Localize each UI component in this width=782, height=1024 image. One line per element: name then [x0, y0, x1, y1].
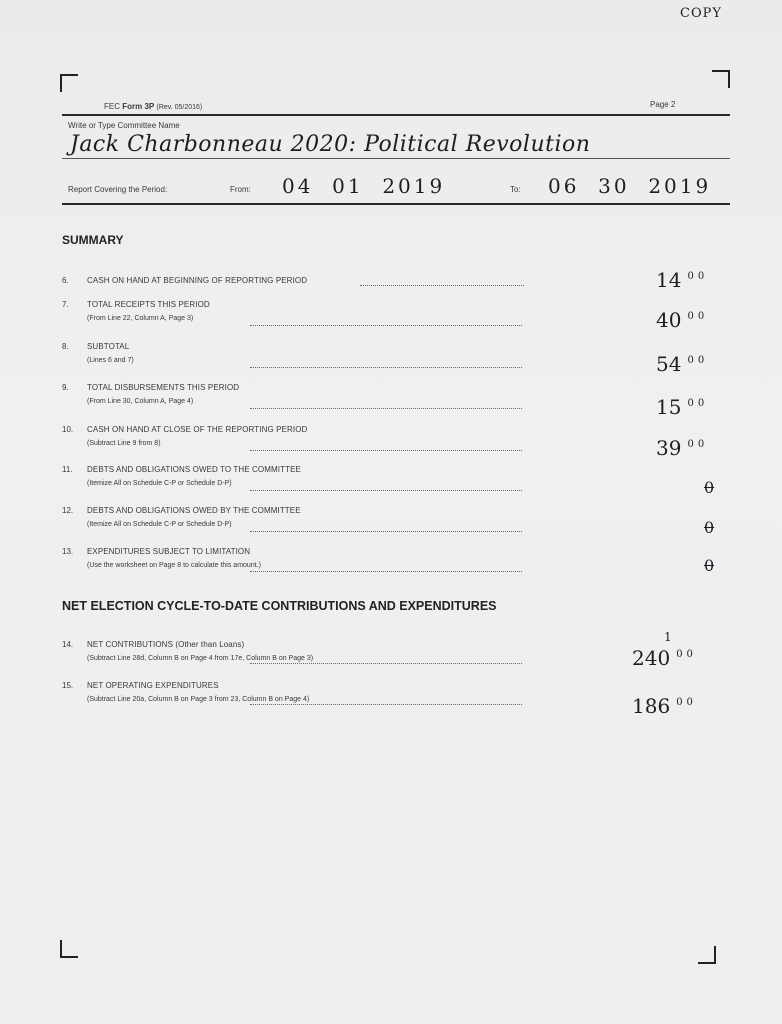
line-label: NET CONTRIBUTIONS (Other than Loans): [87, 640, 245, 649]
line-amount[interactable]: [656, 308, 708, 332]
line-number: 11.: [62, 465, 73, 474]
crop-mark-bottom-left: [60, 940, 78, 958]
line-instruction: (Subtract Line 20a, Column B on Page 3 from 23, Column B on Page 4): [87, 696, 310, 703]
line-amount[interactable]: [704, 556, 714, 575]
line-instruction: (From Line 22, Column A, Page 3): [87, 315, 194, 322]
line-leader-dots: [250, 408, 522, 409]
amount-cents: 00: [676, 697, 697, 708]
line-leader-dots: [250, 571, 522, 572]
line-amount[interactable]: [632, 694, 697, 718]
crop-mark-bottom-right: [698, 946, 716, 964]
form-revision: (Rev. 05/2016): [156, 104, 203, 111]
amount-cents: 00: [687, 271, 709, 282]
committee-name-label: Write or Type Committee Name: [68, 121, 180, 130]
line-leader-dots: [250, 704, 522, 705]
header-rule: [62, 114, 730, 116]
form-id: [104, 102, 202, 111]
crop-mark-top-right: [712, 70, 730, 88]
line-instruction: (Use the worksheet on Page 8 to calculate this amount.): [87, 562, 261, 569]
crop-mark-top-left: [60, 74, 78, 92]
period-rule: [62, 203, 730, 205]
amount-dollars: 40: [656, 308, 682, 332]
line-label: TOTAL RECEIPTS THIS PERIOD: [87, 300, 210, 309]
line-amount[interactable]: [656, 395, 708, 419]
line-label: DEBTS AND OBLIGATIONS OWED BY THE COMMITTEE: [87, 506, 301, 515]
amount-cents: 00: [687, 398, 709, 409]
line-number: 12.: [62, 506, 74, 515]
line-number: 7.: [62, 300, 69, 309]
amount-correction-mark: 1: [664, 630, 672, 644]
period-label: Report Covering the Period:: [68, 185, 168, 194]
line-instruction: (Itemize All on Schedule C-P or Schedule D-P): [87, 521, 232, 528]
line-leader-dots: [250, 531, 522, 532]
line-label: TOTAL DISBURSEMENTS THIS PERIOD: [87, 383, 240, 392]
amount-dollars: 0: [704, 478, 715, 497]
line-instruction: (Subtract Line 28d, Column B on Page 4 from 17e, Column B on Page 3): [87, 655, 314, 662]
line-label: EXPENDITURES SUBJECT TO LIMITATION: [87, 547, 251, 556]
period-to-value[interactable]: 06 30 2019: [548, 174, 712, 198]
copy-mark: COPY: [680, 6, 722, 21]
amount-cents: 00: [687, 311, 709, 322]
line-amount[interactable]: [704, 478, 714, 497]
form-label: FEC: [104, 102, 120, 111]
amount-dollars: 54: [656, 352, 682, 376]
amount-cents: 00: [687, 439, 709, 450]
line-leader-dots: [250, 490, 522, 491]
amount-dollars: 0: [704, 556, 715, 575]
line-number: 6.: [62, 276, 69, 285]
line-label: NET OPERATING EXPENDITURES: [87, 681, 219, 690]
line-instruction: (Itemize All on Schedule C-P or Schedule D-P): [87, 480, 232, 487]
line-number: 8.: [62, 342, 69, 351]
line-leader-dots: [360, 285, 524, 286]
line-label: DEBTS AND OBLIGATIONS OWED TO THE COMMITTEE: [87, 465, 301, 474]
form-name: Form 3P: [122, 102, 155, 111]
line-leader-dots: [250, 450, 522, 451]
page-number: Page 2: [650, 100, 676, 109]
amount-dollars: 39: [656, 436, 682, 460]
amount-cents: 00: [676, 649, 697, 660]
line-number: 13.: [62, 547, 74, 556]
line-instruction: (Subtract Line 9 from 8): [87, 440, 161, 447]
period-from-label: From:: [230, 185, 251, 194]
line-amount[interactable]: [632, 646, 697, 670]
line-amount[interactable]: [656, 436, 708, 460]
line-amount[interactable]: [656, 352, 708, 376]
net-section-heading: NET ELECTION CYCLE-TO-DATE CONTRIBUTIONS AND EXPENDITURES: [62, 599, 497, 613]
line-instruction: (Lines 6 and 7): [87, 357, 134, 364]
line-leader-dots: [250, 325, 522, 326]
summary-heading: SUMMARY: [62, 233, 124, 247]
amount-dollars: 0: [704, 518, 715, 537]
line-leader-dots: [250, 663, 522, 664]
amount-cents: 00: [687, 355, 709, 366]
line-label: CASH ON HAND AT CLOSE OF THE REPORTING PERIOD: [87, 425, 308, 434]
line-number: 10.: [62, 425, 74, 434]
line-number: 15.: [62, 681, 74, 690]
line-label: SUBTOTAL: [87, 342, 130, 351]
line-instruction: (From Line 30, Column A, Page 4): [87, 398, 194, 405]
line-number: 9.: [62, 383, 69, 392]
period-to-label: To:: [510, 185, 521, 194]
period-from-value[interactable]: 04 01 2019: [282, 174, 446, 198]
amount-dollars: 15: [656, 395, 682, 419]
line-amount[interactable]: [656, 268, 708, 292]
line-number: 14.: [62, 640, 74, 649]
amount-dollars: 14: [656, 268, 682, 292]
line-amount[interactable]: [704, 518, 714, 537]
line-leader-dots: [250, 367, 522, 368]
amount-dollars: 240: [632, 646, 671, 670]
committee-name-rule: [62, 158, 730, 159]
amount-dollars: 186: [632, 694, 671, 718]
committee-name-value[interactable]: Jack Charbonneau 2020: Political Revolution: [70, 132, 591, 157]
line-label: CASH ON HAND AT BEGINNING OF REPORTING PERIOD: [87, 276, 308, 285]
